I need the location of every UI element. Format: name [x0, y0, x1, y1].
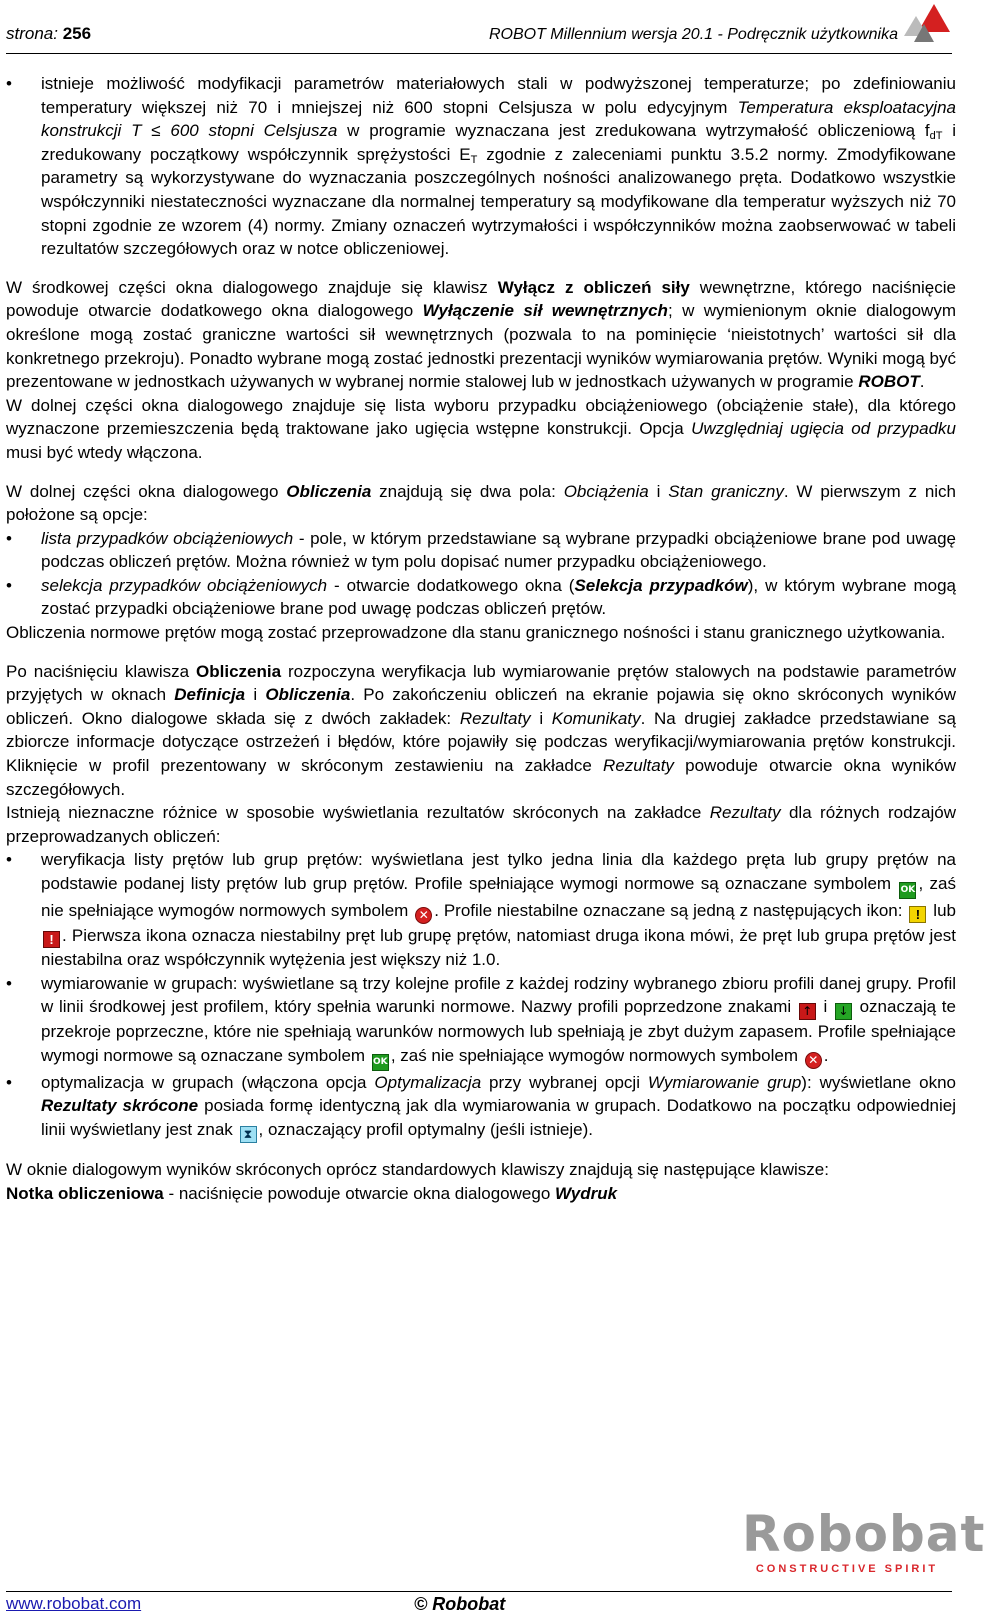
dialog-name: Wyłączenie sił wewnętrznych: [422, 301, 668, 321]
robobat-logo: [742, 1505, 985, 1586]
tab-name: Rezultaty: [459, 708, 531, 728]
text: ; w wymienionym oknie dialogowym określone mogą zostać graniczne wartości sił wewnętrznych (pozwala to na pominięcie ‘nieistotnych’ wartości sił dla konkretnego przekroju). Ponadto wybrane mogą zostać jednostki prezentacji wyników wymiarowania prętów. Wyniki mogą być prezentowane w jednostkach używanych w wybranej normie stalowej lub w jednostkach używanych w programie: [6, 301, 956, 392]
program-name: ROBOT: [858, 372, 920, 392]
dialog-name: Definicja: [174, 685, 246, 705]
ok-icon: OK: [899, 882, 916, 899]
dialog-name: Obliczenia: [286, 481, 372, 501]
logo-wordmark: Robobat: [742, 1505, 985, 1563]
error-cross-icon: ✕: [805, 1052, 822, 1069]
page-number-value: 256: [62, 24, 92, 43]
header-divider: [6, 53, 952, 54]
text: . Profile niestabilne oznaczane są jedną z następujących ikon:: [434, 901, 908, 920]
bullet-verification: [6, 848, 956, 971]
option-name: Optymalizacja: [374, 1072, 482, 1092]
text: W oknie dialogowym wyników skróconych oprócz standardowych klawiszy znajdują się następujące klawisze:: [6, 1159, 829, 1179]
text: W dolnej części okna dialogowego: [6, 481, 287, 501]
robot-logo-icon: [904, 2, 952, 44]
text: . Na drugiej zakładce przedstawiane są zbiorcze informacje dotyczące ostrzeżeń i błędów, które pojawiły się podczas weryfikacji/wymiarowania prętów konstrukcji. Kliknięcie w profil prezentowany w skróconym zestawieniu na zakładce: [6, 708, 956, 776]
warning-icon: !: [909, 906, 926, 923]
text: , oznaczający profil optymalny (jeśli istnieje).: [258, 1119, 593, 1139]
ok-icon: OK: [372, 1054, 389, 1071]
text: - naciśnięcie powoduje otwarcie okna dialogowego: [163, 1183, 555, 1203]
text: ), w którym wybrane mogą zostać przypadki obciążeniowe brane pod uwagę podczas obliczeń prętów.: [41, 575, 956, 619]
text: oznaczają te przekroje poprzeczne, które nie spełniają warunków normowych lub spełniają je zbyt dużym zapasem. Profile spełniające wymogi normowe są oznaczane symbolem: [41, 997, 956, 1065]
text: . Pierwsza ikona oznacza niestabilny pręt lub grupę prętów, natomiast druga ikona mówi, że pręt lub grupa prętów jest niestabilna oraz współczynnik wytężenia jest większy niż 1.0.: [41, 926, 956, 969]
logo-tagline: CONSTRUCTIVE SPIRIT: [755, 1563, 939, 1575]
paragraph-calculation-note: [6, 1182, 956, 1206]
tab-name: Rezultaty: [709, 803, 781, 823]
subscript: dT: [929, 130, 943, 143]
text: i: [817, 997, 833, 1017]
button-name: Obliczenia: [196, 661, 282, 681]
footer-divider: [6, 1591, 952, 1592]
text: , zaś nie spełniające wymogów normowych symbolem: [390, 1045, 803, 1065]
text: Istnieją nieznaczne różnice w sposobie wyświetlania rezultatów skróconych na zakładce: [6, 803, 710, 823]
text: i zredukowany początkowy współczynnik sprężystości E: [41, 121, 956, 164]
option-name: Uwzględniaj ugięcia od przypadku: [691, 419, 956, 439]
paragraph-result-differences: [6, 801, 956, 848]
bullet-group-design: [6, 972, 956, 1071]
button-name: Wyłącz z obliczeń siły: [497, 277, 690, 297]
dialog-name: Wydruk: [555, 1183, 618, 1203]
page-content: [6, 72, 956, 1205]
text: W dolnej części okna dialogowego znajduje się lista wyboru przypadku obciążeniowego (obciążenie stałe), dla którego wyznaczone przemieszczenia będą traktowane jako ugięcia wstępne konstrukcji. Opcja: [6, 395, 956, 439]
option-name: Wymiarowanie grup: [647, 1072, 802, 1092]
copyright: © Robobat: [414, 1594, 506, 1614]
paragraph-calculation-results: [6, 660, 956, 802]
subscript: T: [470, 153, 478, 166]
text: .: [823, 1045, 829, 1065]
le-symbol: ≤: [151, 121, 161, 141]
field-name: Stan graniczny: [668, 481, 784, 501]
dialog-name: Obliczenia: [265, 685, 351, 705]
bullet-group-optimization: [6, 1071, 956, 1143]
text: wewnętrzne, którego naciśnięcie powoduje otwarcie dodatkowego okna dialogowego: [6, 277, 956, 321]
text: w programie wyznaczana jest zredukowana wytrzymałość obliczeniową f: [337, 121, 930, 141]
paragraph-calculations-fields: [6, 480, 956, 527]
paragraph-short-results-buttons: [6, 1158, 956, 1182]
page-number: [6, 24, 91, 44]
text: przy wybranej opcji: [481, 1072, 648, 1092]
text: . Po zakończeniu obliczeń na ekranie pojawia się okno skróconych wyników obliczeń. Okno dialogowe składa się z dwóch zakładek:: [6, 685, 956, 728]
text: ): wyświetlane okno: [801, 1072, 956, 1092]
text: zgodnie z zaleceniami punktu 3.5.2 normy. Zmodyfikowane parametry są wykorzystywane do wyznaczania poszczególnych nośności analizowanego pręta. Dodatkowo wszystkie współczynniki niestateczności wyznaczane dla normalnej temperatury są modyfikowane dla temperatur wyższych niż 70 stopni zgodnie ze wzorem (4) normy. Zmiany oznaczeń wytrzymałości i współczynników można zaobserwować w tabeli rezultatów szczegółowych oraz w notce obliczeniowej.: [41, 144, 956, 259]
text: znajdują się dwa pola:: [371, 481, 564, 501]
bullet-load-case-selection: [6, 574, 956, 621]
text: posiada formę identyczną jak dla wymiarowania w grupach. Dodatkowo na początku odpowiedniej linii wyświetlany jest znak: [41, 1096, 956, 1139]
option-name: lista przypadków obciążeniowych: [41, 528, 294, 548]
text: Po naciśnięciu klawisza: [6, 661, 197, 681]
arrow-down-icon: ↓: [835, 1003, 852, 1020]
field-name: Temperatura eksploatacyjna konstrukcji T: [41, 97, 956, 141]
field-name: Obciążenia: [563, 481, 649, 501]
tab-name: Komunikaty: [551, 708, 641, 728]
field-value: 600 stopni Celsjusza: [170, 121, 338, 141]
optimal-profile-icon: ⧗: [240, 1126, 257, 1143]
text: weryfikacja listy prętów lub grup prętów: wyświetlana jest tylko jedna linia dla każdego pręta lub grupy prętów na podstawie podanej listy prętów lub grup prętów. Profile spełniające wymogi normowe są oznaczane symbolem: [41, 850, 956, 893]
paragraph-load-case-list: [6, 394, 956, 465]
dialog-name: Rezultaty skrócone: [41, 1096, 199, 1116]
text: .: [919, 372, 925, 392]
paragraph-exclude-forces: [6, 276, 956, 394]
text: i: [648, 481, 669, 501]
document-title: ROBOT Millennium wersja 20.1 - Podręcznik użytkownika: [488, 26, 898, 43]
option-name: selekcja przypadków obciążeniowych: [41, 575, 328, 595]
unstable-error-icon: !: [43, 931, 60, 948]
error-cross-icon: ✕: [415, 907, 432, 924]
text: W środkowej części okna dialogowego znajduje się klawisz: [6, 277, 498, 297]
text: , zaś nie spełniające wymogów normowych symbolem: [41, 874, 956, 920]
button-name: Notka obliczeniowa: [6, 1183, 164, 1203]
text: lub: [928, 901, 956, 920]
text: i: [245, 685, 266, 705]
text: musi być wtedy włączona.: [6, 442, 203, 462]
text: - pole, w którym przedstawiane są wybrane przypadki obciążeniowe brane pod uwagę podczas obliczeń prętów. Można również w tym polu dopisać numer przypadku obciążeniowego.: [41, 528, 956, 572]
bullet-temperature: [6, 72, 956, 261]
dialog-name: Selekcja przypadków: [574, 575, 748, 595]
text: dla różnych rodzajów przeprowadzanych obliczeń:: [6, 803, 956, 846]
paragraph-limit-states: [6, 621, 956, 645]
text: optymalizacja w grupach (włączona opcja: [41, 1072, 375, 1092]
text: istnieje możliwość modyfikacji parametrów materiałowych stali w podwyższonej temperaturze; po zdefiniowaniu temperatury większej niż 70 i mniejszej niż 600 stopni Celsjusza w polu edycyjnym: [41, 74, 956, 117]
text: wymiarowanie w grupach: wyświetlane są trzy kolejne profile z każdej rodziny wybranego zbioru profili danej grupy. Profil w linii środkowej jest profilem, który spełnia warunki normowe. Nazwy profili poprzedzone znakami: [41, 973, 956, 1017]
text: rozpoczyna weryfikacja lub wymiarowanie prętów stalowych na podstawie parametrów przyjętych w oknach: [6, 661, 956, 705]
text: Obliczenia normowe prętów mogą zostać przeprowadzone dla stanu granicznego nośności i stanu granicznego użytkowania.: [6, 623, 946, 643]
arrow-up-icon: ↑: [799, 1003, 816, 1020]
text: . W pierwszym z nich położone są opcje:: [6, 481, 957, 525]
text: - otwarcie dodatkowego okna (: [327, 575, 575, 595]
page-label: strona:: [6, 24, 58, 43]
text: i: [530, 708, 552, 728]
tab-name: Rezultaty: [603, 756, 674, 776]
website-link[interactable]: www.robobat.com: [6, 1594, 142, 1613]
page-header: [0, 0, 960, 60]
text: powoduje otwarcie okna wyników szczegółowych.: [6, 756, 956, 799]
bullet-load-case-list: [6, 527, 956, 574]
